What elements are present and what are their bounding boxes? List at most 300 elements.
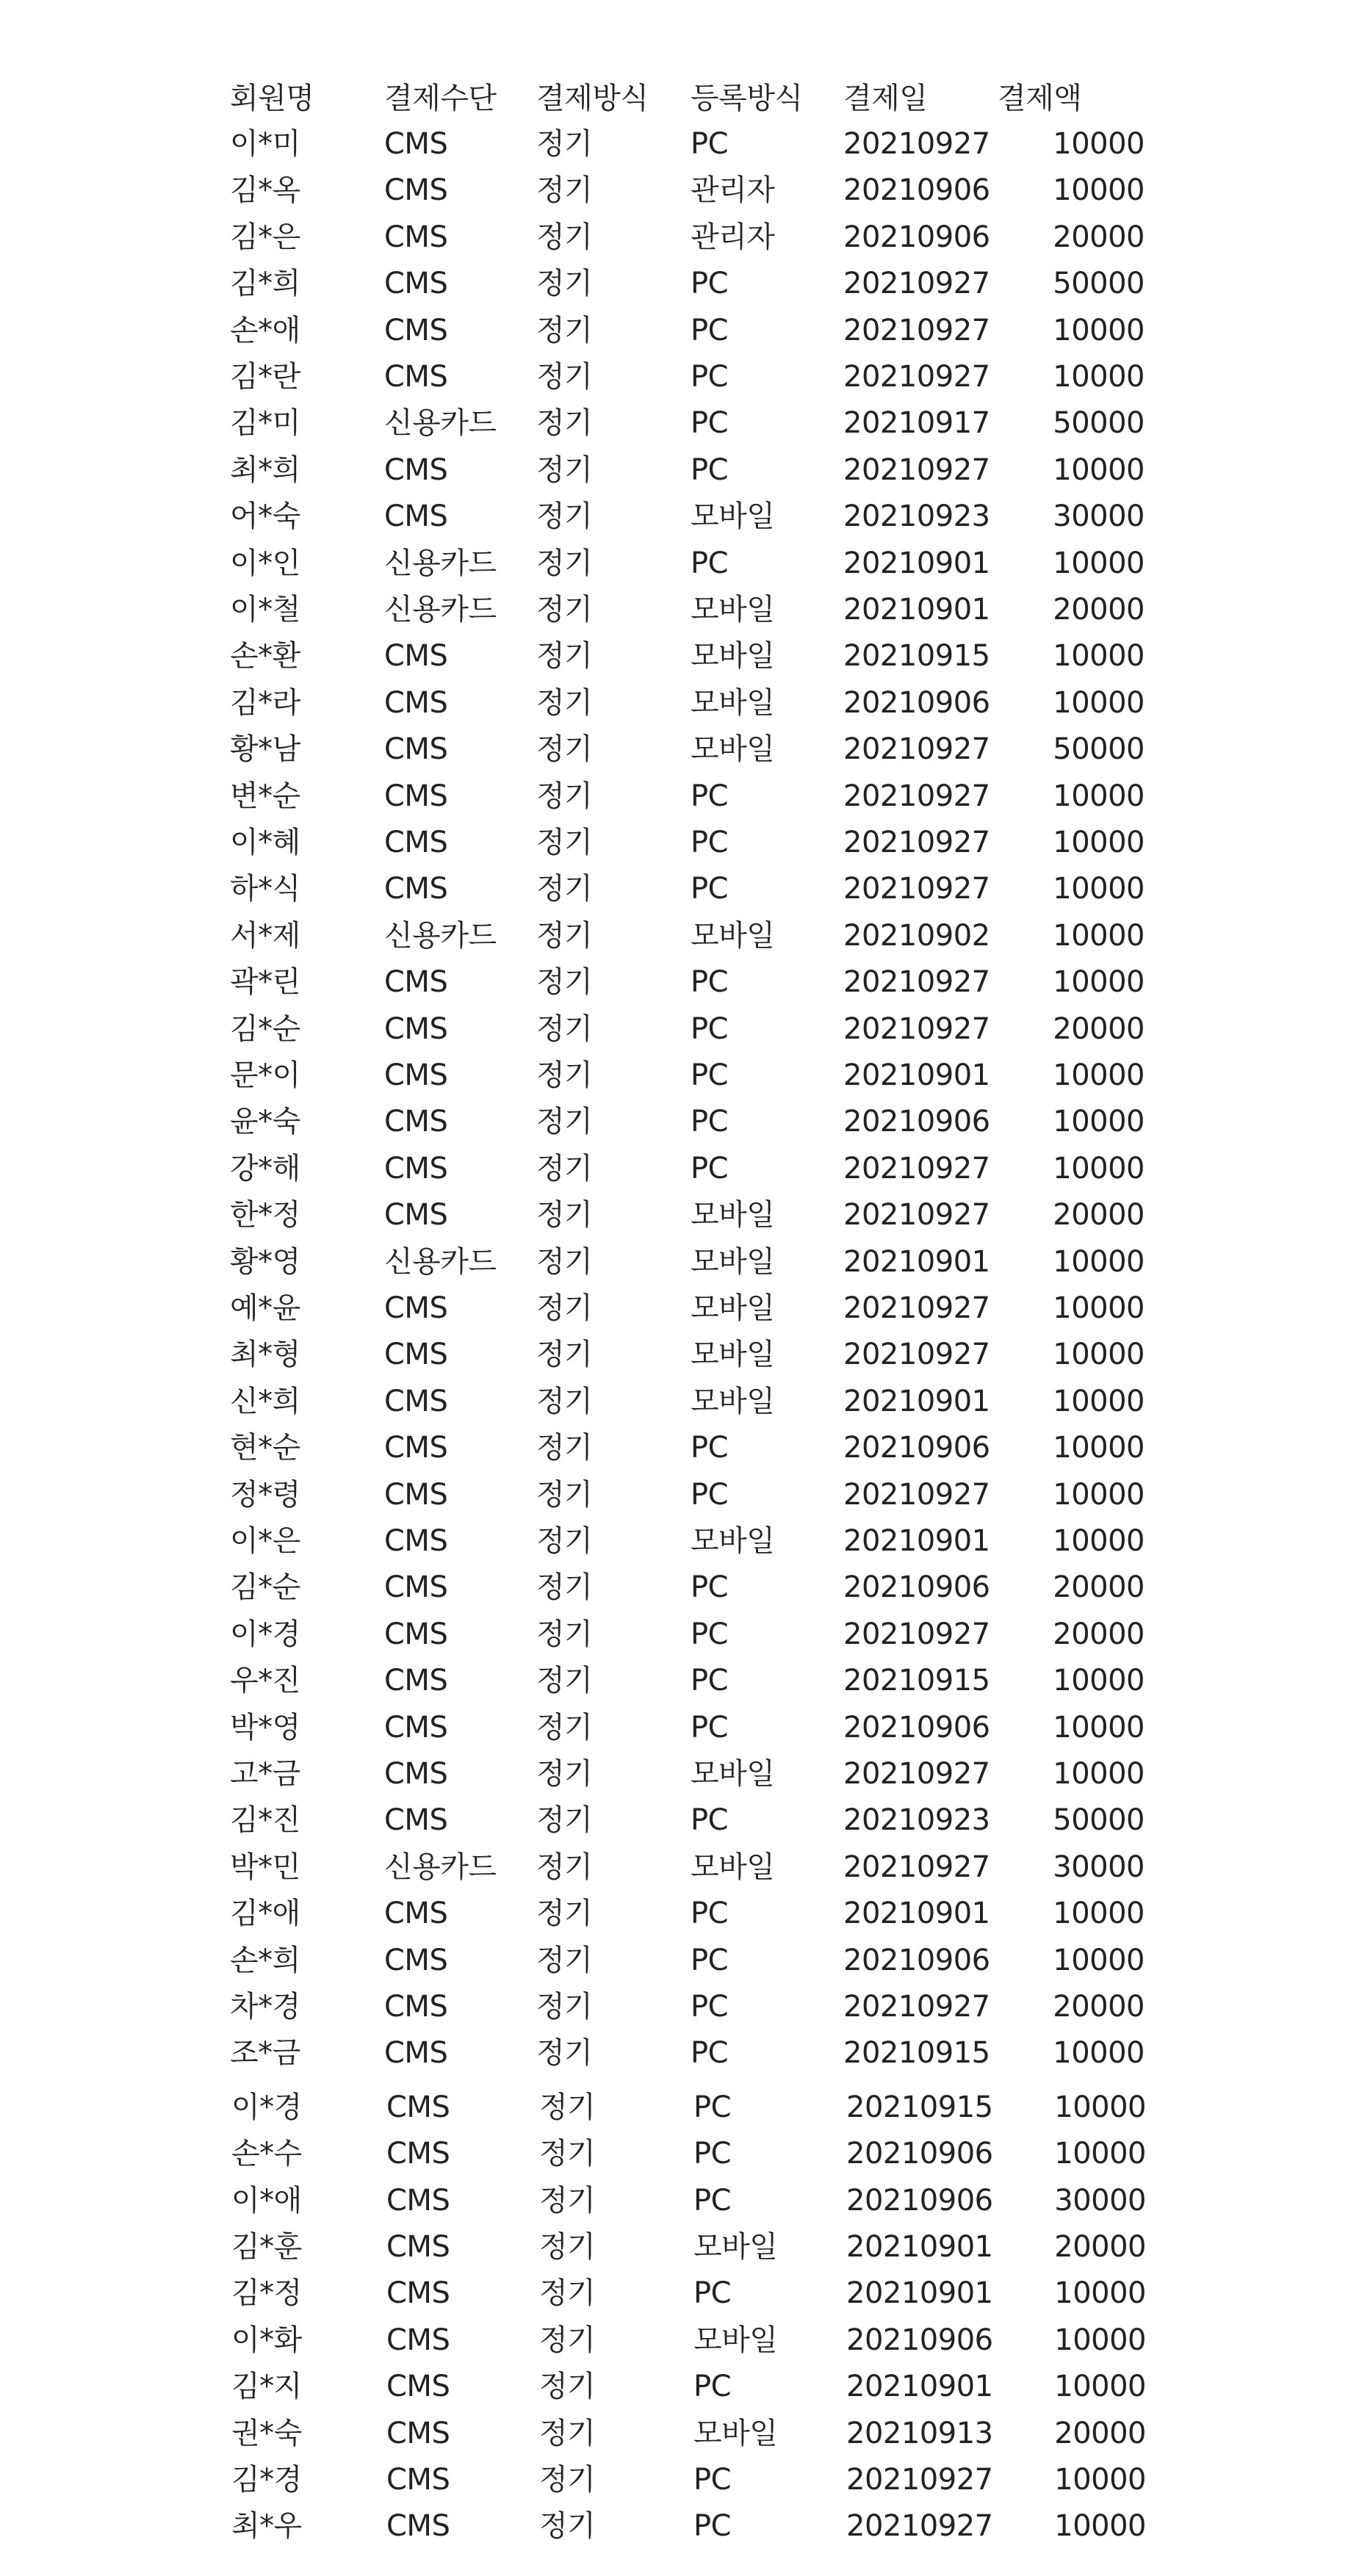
cell-payment-method: 정기 xyxy=(536,1757,593,1791)
cell-payment-amount: 10000 xyxy=(1053,1524,1145,1558)
table-row xyxy=(0,1752,1348,1796)
cell-payment-amount: 50000 xyxy=(1053,267,1145,300)
cell-payment-date: 20210915 xyxy=(843,2036,990,2070)
cell-registration-method: PC xyxy=(691,1478,729,1512)
cell-payment-amount: 10000 xyxy=(1054,2370,1146,2403)
cell-payment-amount: 30000 xyxy=(1053,1850,1145,1884)
cell-payment-date: 20210906 xyxy=(846,2323,993,2357)
cell-payment-method: 정기 xyxy=(539,2370,596,2403)
cell-payment-method: 정기 xyxy=(536,1152,593,1186)
table-row xyxy=(0,914,1348,958)
table-row xyxy=(0,2132,1348,2176)
cell-member-name: 손*희 xyxy=(230,1944,300,1977)
header-payment-date: 결제일 xyxy=(843,82,928,115)
cell-payment-means: CMS xyxy=(384,826,448,859)
cell-payment-means: CMS xyxy=(384,1198,448,1232)
header-payment-method: 결제방식 xyxy=(536,82,649,115)
cell-registration-method: 모바일 xyxy=(693,2323,778,2357)
cell-member-name: 이*철 xyxy=(230,593,300,627)
cell-member-name: 김*지 xyxy=(231,2370,302,2403)
cell-payment-amount: 10000 xyxy=(1053,872,1145,906)
cell-registration-method: PC xyxy=(691,2036,729,2070)
cell-payment-means: CMS xyxy=(384,779,448,813)
cell-payment-means: CMS xyxy=(384,1478,448,1512)
cell-payment-method: 정기 xyxy=(536,127,593,161)
table-row xyxy=(0,1891,1348,1935)
cell-payment-amount: 10000 xyxy=(1053,1152,1145,1186)
cell-member-name: 곽*린 xyxy=(230,965,300,999)
cell-registration-method: PC xyxy=(691,360,729,394)
cell-payment-method: 정기 xyxy=(539,2276,596,2310)
cell-payment-date: 20210927 xyxy=(843,1478,990,1512)
cell-member-name: 김*희 xyxy=(230,267,300,300)
cell-member-name: 정*령 xyxy=(230,1478,300,1512)
cell-payment-date: 20210927 xyxy=(843,1757,990,1791)
cell-registration-method: PC xyxy=(691,779,729,813)
cell-payment-method: 정기 xyxy=(539,2417,596,2450)
cell-registration-method: PC xyxy=(693,2184,732,2218)
cell-payment-date: 20210902 xyxy=(843,919,990,953)
cell-registration-method: 관리자 xyxy=(691,173,775,207)
cell-registration-method: 모바일 xyxy=(691,639,775,673)
cell-payment-amount: 10000 xyxy=(1053,314,1145,347)
header-registration-method: 등록방식 xyxy=(691,82,803,115)
cell-payment-date: 20210906 xyxy=(843,220,990,254)
table-row xyxy=(0,1426,1348,1470)
cell-member-name: 김*순 xyxy=(230,1570,300,1604)
cell-registration-method: PC xyxy=(691,127,729,161)
cell-member-name: 이*경 xyxy=(231,2090,302,2124)
table-row xyxy=(0,1938,1348,1982)
table-row xyxy=(0,494,1348,538)
cell-member-name: 이*경 xyxy=(230,1617,300,1651)
table-row xyxy=(0,2031,1348,2075)
cell-payment-amount: 10000 xyxy=(1053,779,1145,813)
cell-payment-means: CMS xyxy=(386,2184,450,2218)
cell-payment-means: CMS xyxy=(386,2417,450,2450)
cell-payment-method: 정기 xyxy=(536,919,593,953)
cell-member-name: 이*은 xyxy=(230,1524,300,1558)
cell-payment-method: 정기 xyxy=(539,2230,596,2264)
cell-member-name: 김*경 xyxy=(231,2463,302,2497)
cell-payment-means: 신용카드 xyxy=(384,1850,497,1884)
cell-payment-amount: 30000 xyxy=(1054,2184,1146,2218)
cell-registration-method: PC xyxy=(691,267,729,300)
cell-payment-amount: 10000 xyxy=(1053,1664,1145,1698)
cell-registration-method: 모바일 xyxy=(691,919,775,953)
cell-payment-amount: 50000 xyxy=(1053,1803,1145,1837)
table-row xyxy=(0,588,1348,632)
cell-payment-means: CMS xyxy=(386,2463,450,2497)
cell-payment-amount: 10000 xyxy=(1053,1105,1145,1139)
cell-payment-means: CMS xyxy=(386,2509,450,2543)
cell-payment-amount: 10000 xyxy=(1053,1757,1145,1791)
table-row xyxy=(0,215,1348,259)
cell-payment-means: CMS xyxy=(384,1897,448,1930)
cell-member-name: 김*정 xyxy=(231,2276,302,2310)
table-row xyxy=(0,2085,1348,2129)
cell-payment-amount: 20000 xyxy=(1053,1012,1145,1046)
table-row xyxy=(0,2411,1348,2456)
table-row xyxy=(0,2225,1348,2269)
cell-payment-method: 정기 xyxy=(536,965,593,999)
cell-registration-method: 모바일 xyxy=(691,499,775,533)
cell-payment-date: 20210901 xyxy=(843,1524,990,1558)
table-row xyxy=(0,2318,1348,2362)
cell-registration-method: PC xyxy=(693,2370,732,2403)
cell-registration-method: PC xyxy=(691,1058,729,1092)
cell-payment-amount: 20000 xyxy=(1053,1570,1145,1604)
cell-payment-means: CMS xyxy=(384,499,448,533)
header-member-name: 회원명 xyxy=(230,82,314,115)
cell-payment-date: 20210927 xyxy=(843,127,990,161)
cell-payment-method: 정기 xyxy=(539,2509,596,2543)
table-row xyxy=(0,1240,1348,1284)
cell-payment-date: 20210901 xyxy=(846,2230,993,2264)
cell-member-name: 권*숙 xyxy=(231,2417,302,2450)
header-payment-means: 결제수단 xyxy=(384,82,497,115)
cell-payment-date: 20210915 xyxy=(843,639,990,673)
cell-payment-means: CMS xyxy=(384,1058,448,1092)
table-row xyxy=(0,1473,1348,1517)
cell-payment-date: 20210927 xyxy=(843,1152,990,1186)
cell-payment-amount: 50000 xyxy=(1053,732,1145,766)
cell-payment-method: 정기 xyxy=(536,173,593,207)
cell-registration-method: 모바일 xyxy=(691,1850,775,1884)
cell-registration-method: 모바일 xyxy=(691,1245,775,1279)
cell-payment-method: 정기 xyxy=(536,1570,593,1604)
table-row xyxy=(0,401,1348,445)
cell-member-name: 윤*숙 xyxy=(230,1105,300,1139)
cell-member-name: 김*애 xyxy=(230,1897,300,1930)
cell-payment-date: 20210927 xyxy=(843,453,990,487)
cell-registration-method: 모바일 xyxy=(691,593,775,627)
cell-payment-method: 정기 xyxy=(536,872,593,906)
table-row xyxy=(0,1286,1348,1330)
cell-payment-date: 20210906 xyxy=(846,2184,993,2218)
cell-payment-amount: 10000 xyxy=(1053,919,1145,953)
cell-payment-method: 정기 xyxy=(536,406,593,440)
cell-registration-method: PC xyxy=(691,314,729,347)
cell-member-name: 예*윤 xyxy=(230,1291,300,1325)
cell-member-name: 최*형 xyxy=(230,1338,300,1371)
cell-registration-method: PC xyxy=(691,1012,729,1046)
cell-member-name: 김*은 xyxy=(230,220,300,254)
cell-registration-method: PC xyxy=(691,546,729,580)
cell-payment-method: 정기 xyxy=(536,1198,593,1232)
cell-payment-means: CMS xyxy=(384,1570,448,1604)
cell-payment-date: 20210927 xyxy=(843,872,990,906)
cell-payment-method: 정기 xyxy=(536,499,593,533)
table-row xyxy=(0,2364,1348,2409)
cell-payment-means: CMS xyxy=(384,732,448,766)
cell-payment-means: CMS xyxy=(384,1803,448,1837)
table-row xyxy=(0,960,1348,1004)
cell-payment-method: 정기 xyxy=(536,1664,593,1698)
cell-payment-means: 신용카드 xyxy=(384,593,497,627)
table-row xyxy=(0,681,1348,725)
cell-payment-means: CMS xyxy=(386,2370,450,2403)
cell-payment-means: CMS xyxy=(384,1152,448,1186)
cell-payment-amount: 50000 xyxy=(1053,406,1145,440)
cell-payment-means: CMS xyxy=(384,173,448,207)
cell-member-name: 김*미 xyxy=(230,406,300,440)
cell-payment-means: CMS xyxy=(384,1105,448,1139)
cell-payment-amount: 10000 xyxy=(1053,1245,1145,1279)
cell-payment-method: 정기 xyxy=(536,1385,593,1418)
cell-payment-amount: 10000 xyxy=(1054,2323,1146,2357)
cell-payment-means: CMS xyxy=(384,127,448,161)
cell-registration-method: PC xyxy=(691,1664,729,1698)
cell-member-name: 최*우 xyxy=(231,2509,302,2543)
table-row xyxy=(0,1659,1348,1703)
cell-payment-date: 20210927 xyxy=(843,965,990,999)
cell-payment-method: 정기 xyxy=(536,1245,593,1279)
cell-member-name: 손*수 xyxy=(231,2137,302,2171)
cell-payment-means: CMS xyxy=(384,639,448,673)
cell-payment-method: 정기 xyxy=(536,1058,593,1092)
cell-member-name: 차*경 xyxy=(230,1990,300,2024)
cell-payment-amount: 10000 xyxy=(1054,2137,1146,2171)
table-row xyxy=(0,1147,1348,1191)
table-row xyxy=(0,1193,1348,1237)
cell-member-name: 문*이 xyxy=(230,1058,300,1092)
cell-payment-means: 신용카드 xyxy=(384,406,497,440)
cell-member-name: 강*해 xyxy=(230,1152,300,1186)
cell-payment-means: CMS xyxy=(386,2090,450,2124)
cell-payment-means: CMS xyxy=(384,1385,448,1418)
cell-payment-means: CMS xyxy=(384,1617,448,1651)
cell-payment-method: 정기 xyxy=(536,732,593,766)
cell-payment-method: 정기 xyxy=(536,1105,593,1139)
cell-payment-means: CMS xyxy=(384,220,448,254)
cell-payment-date: 20210927 xyxy=(843,1850,990,1884)
cell-payment-amount: 10000 xyxy=(1053,2036,1145,2070)
table-row xyxy=(0,774,1348,818)
cell-payment-method: 정기 xyxy=(536,1617,593,1651)
cell-member-name: 김*진 xyxy=(230,1803,300,1837)
cell-payment-amount: 10000 xyxy=(1053,1944,1145,1977)
cell-payment-method: 정기 xyxy=(536,826,593,859)
cell-payment-means: CMS xyxy=(384,267,448,300)
cell-payment-method: 정기 xyxy=(536,1897,593,1930)
table-row xyxy=(0,2271,1348,2315)
cell-payment-date: 20210927 xyxy=(843,1291,990,1325)
cell-member-name: 김*순 xyxy=(230,1012,300,1046)
table-row xyxy=(0,1053,1348,1097)
cell-payment-amount: 10000 xyxy=(1053,965,1145,999)
table-row xyxy=(0,1612,1348,1656)
cell-registration-method: PC xyxy=(691,1711,729,1745)
table-row xyxy=(0,1379,1348,1424)
cell-payment-date: 20210927 xyxy=(843,314,990,347)
cell-payment-method: 정기 xyxy=(536,686,593,720)
cell-payment-method: 정기 xyxy=(536,360,593,394)
cell-payment-date: 20210906 xyxy=(843,173,990,207)
cell-payment-amount: 10000 xyxy=(1053,1711,1145,1745)
cell-member-name: 이*혜 xyxy=(230,826,300,859)
cell-registration-method: PC xyxy=(693,2463,732,2497)
table-row xyxy=(0,355,1348,399)
cell-member-name: 고*금 xyxy=(230,1757,300,1791)
cell-payment-means: CMS xyxy=(384,1990,448,2024)
cell-member-name: 이*인 xyxy=(230,546,300,580)
table-row xyxy=(0,1332,1348,1377)
cell-payment-method: 정기 xyxy=(536,1524,593,1558)
cell-payment-date: 20210927 xyxy=(843,732,990,766)
cell-registration-method: PC xyxy=(691,1152,729,1186)
cell-member-name: 현*순 xyxy=(230,1431,300,1465)
cell-payment-method: 정기 xyxy=(536,267,593,300)
cell-payment-amount: 10000 xyxy=(1054,2276,1146,2310)
cell-payment-amount: 10000 xyxy=(1053,1058,1145,1092)
cell-payment-means: CMS xyxy=(384,1664,448,1698)
cell-payment-date: 20210901 xyxy=(843,546,990,580)
table-row xyxy=(0,168,1348,212)
cell-registration-method: PC xyxy=(691,1570,729,1604)
cell-payment-amount: 10000 xyxy=(1053,173,1145,207)
cell-member-name: 변*순 xyxy=(230,779,300,813)
cell-payment-date: 20210913 xyxy=(846,2417,993,2450)
cell-payment-method: 정기 xyxy=(536,639,593,673)
cell-payment-method: 정기 xyxy=(536,1850,593,1884)
cell-registration-method: PC xyxy=(693,2090,732,2124)
cell-payment-method: 정기 xyxy=(536,1338,593,1371)
cell-payment-method: 정기 xyxy=(536,1431,593,1465)
cell-payment-means: CMS xyxy=(384,1757,448,1791)
cell-registration-method: 모바일 xyxy=(693,2230,778,2264)
table-row xyxy=(0,122,1348,166)
cell-member-name: 최*희 xyxy=(230,453,300,487)
cell-payment-amount: 20000 xyxy=(1053,220,1145,254)
cell-registration-method: PC xyxy=(691,1944,729,1977)
table-row xyxy=(0,1985,1348,2029)
cell-member-name: 서*제 xyxy=(230,919,300,953)
table-row xyxy=(0,1798,1348,1842)
cell-registration-method: 모바일 xyxy=(691,1757,775,1791)
cell-payment-amount: 10000 xyxy=(1053,826,1145,859)
cell-payment-amount: 20000 xyxy=(1053,1617,1145,1651)
cell-payment-means: CMS xyxy=(384,1291,448,1325)
cell-registration-method: PC xyxy=(691,1897,729,1930)
cell-registration-method: PC xyxy=(691,965,729,999)
header-row xyxy=(0,76,1348,120)
cell-payment-date: 20210915 xyxy=(846,2090,993,2124)
cell-payment-amount: 10000 xyxy=(1053,360,1145,394)
cell-payment-method: 정기 xyxy=(539,2090,596,2124)
cell-payment-method: 정기 xyxy=(536,546,593,580)
cell-payment-date: 20210927 xyxy=(843,1990,990,2024)
table-row xyxy=(0,1519,1348,1563)
cell-member-name: 우*진 xyxy=(230,1664,300,1698)
cell-payment-date: 20210901 xyxy=(843,593,990,627)
table-row xyxy=(0,1706,1348,1750)
cell-payment-means: CMS xyxy=(384,686,448,720)
cell-payment-date: 20210927 xyxy=(846,2509,993,2543)
cell-payment-means: CMS xyxy=(386,2137,450,2171)
cell-payment-amount: 10000 xyxy=(1053,453,1145,487)
cell-member-name: 박*영 xyxy=(230,1711,300,1745)
cell-payment-date: 20210901 xyxy=(843,1245,990,1279)
cell-member-name: 이*화 xyxy=(231,2323,302,2357)
cell-registration-method: 모바일 xyxy=(691,686,775,720)
cell-payment-method: 정기 xyxy=(539,2137,596,2171)
cell-payment-date: 20210923 xyxy=(843,499,990,533)
cell-payment-date: 20210901 xyxy=(843,1058,990,1092)
cell-payment-means: CMS xyxy=(384,1012,448,1046)
table-row xyxy=(0,727,1348,771)
cell-registration-method: PC xyxy=(691,1105,729,1139)
cell-payment-date: 20210927 xyxy=(846,2463,993,2497)
cell-payment-means: CMS xyxy=(384,360,448,394)
table-row xyxy=(0,1845,1348,1889)
cell-registration-method: PC xyxy=(691,872,729,906)
cell-payment-amount: 30000 xyxy=(1053,499,1145,533)
cell-registration-method: 모바일 xyxy=(691,1291,775,1325)
cell-registration-method: PC xyxy=(691,826,729,859)
cell-payment-date: 20210906 xyxy=(846,2137,993,2171)
cell-member-name: 손*환 xyxy=(230,639,300,673)
cell-payment-means: CMS xyxy=(386,2230,450,2264)
cell-payment-amount: 10000 xyxy=(1053,1338,1145,1371)
cell-payment-amount: 10000 xyxy=(1054,2090,1146,2124)
cell-payment-date: 20210923 xyxy=(843,1803,990,1837)
cell-payment-means: CMS xyxy=(384,1431,448,1465)
cell-member-name: 김*옥 xyxy=(230,173,300,207)
cell-payment-amount: 10000 xyxy=(1053,686,1145,720)
cell-payment-amount: 20000 xyxy=(1054,2230,1146,2264)
cell-payment-means: 신용카드 xyxy=(384,1245,497,1279)
cell-registration-method: PC xyxy=(691,453,729,487)
cell-payment-method: 정기 xyxy=(536,593,593,627)
cell-payment-date: 20210901 xyxy=(846,2370,993,2403)
cell-payment-amount: 10000 xyxy=(1053,546,1145,580)
cell-payment-means: CMS xyxy=(384,965,448,999)
cell-payment-method: 정기 xyxy=(539,2323,596,2357)
cell-payment-amount: 10000 xyxy=(1053,1385,1145,1418)
table-row xyxy=(0,2504,1348,2548)
table-row xyxy=(0,541,1348,585)
cell-payment-means: CMS xyxy=(384,1944,448,1977)
cell-payment-amount: 10000 xyxy=(1054,2463,1146,2497)
cell-member-name: 황*남 xyxy=(230,732,300,766)
cell-payment-date: 20210906 xyxy=(843,1431,990,1465)
cell-payment-means: 신용카드 xyxy=(384,546,497,580)
cell-member-name: 한*정 xyxy=(230,1198,300,1232)
cell-registration-method: 모바일 xyxy=(693,2417,778,2450)
table-row xyxy=(0,448,1348,492)
cell-payment-date: 20210917 xyxy=(843,406,990,440)
cell-payment-amount: 20000 xyxy=(1054,2417,1146,2450)
cell-registration-method: PC xyxy=(691,406,729,440)
cell-payment-date: 20210906 xyxy=(843,1711,990,1745)
cell-payment-date: 20210927 xyxy=(843,1338,990,1371)
cell-payment-means: CMS xyxy=(384,314,448,347)
cell-payment-date: 20210927 xyxy=(843,1198,990,1232)
cell-payment-date: 20210915 xyxy=(843,1664,990,1698)
table-row xyxy=(0,820,1348,865)
cell-payment-method: 정기 xyxy=(536,1012,593,1046)
cell-member-name: 김*훈 xyxy=(231,2230,302,2264)
cell-payment-method: 정기 xyxy=(536,1478,593,1512)
cell-registration-method: PC xyxy=(691,1617,729,1651)
table-row xyxy=(0,867,1348,911)
cell-payment-method: 정기 xyxy=(536,453,593,487)
cell-payment-amount: 10000 xyxy=(1053,1478,1145,1512)
table-row xyxy=(0,261,1348,306)
cell-registration-method: PC xyxy=(691,1803,729,1837)
cell-payment-method: 정기 xyxy=(536,220,593,254)
